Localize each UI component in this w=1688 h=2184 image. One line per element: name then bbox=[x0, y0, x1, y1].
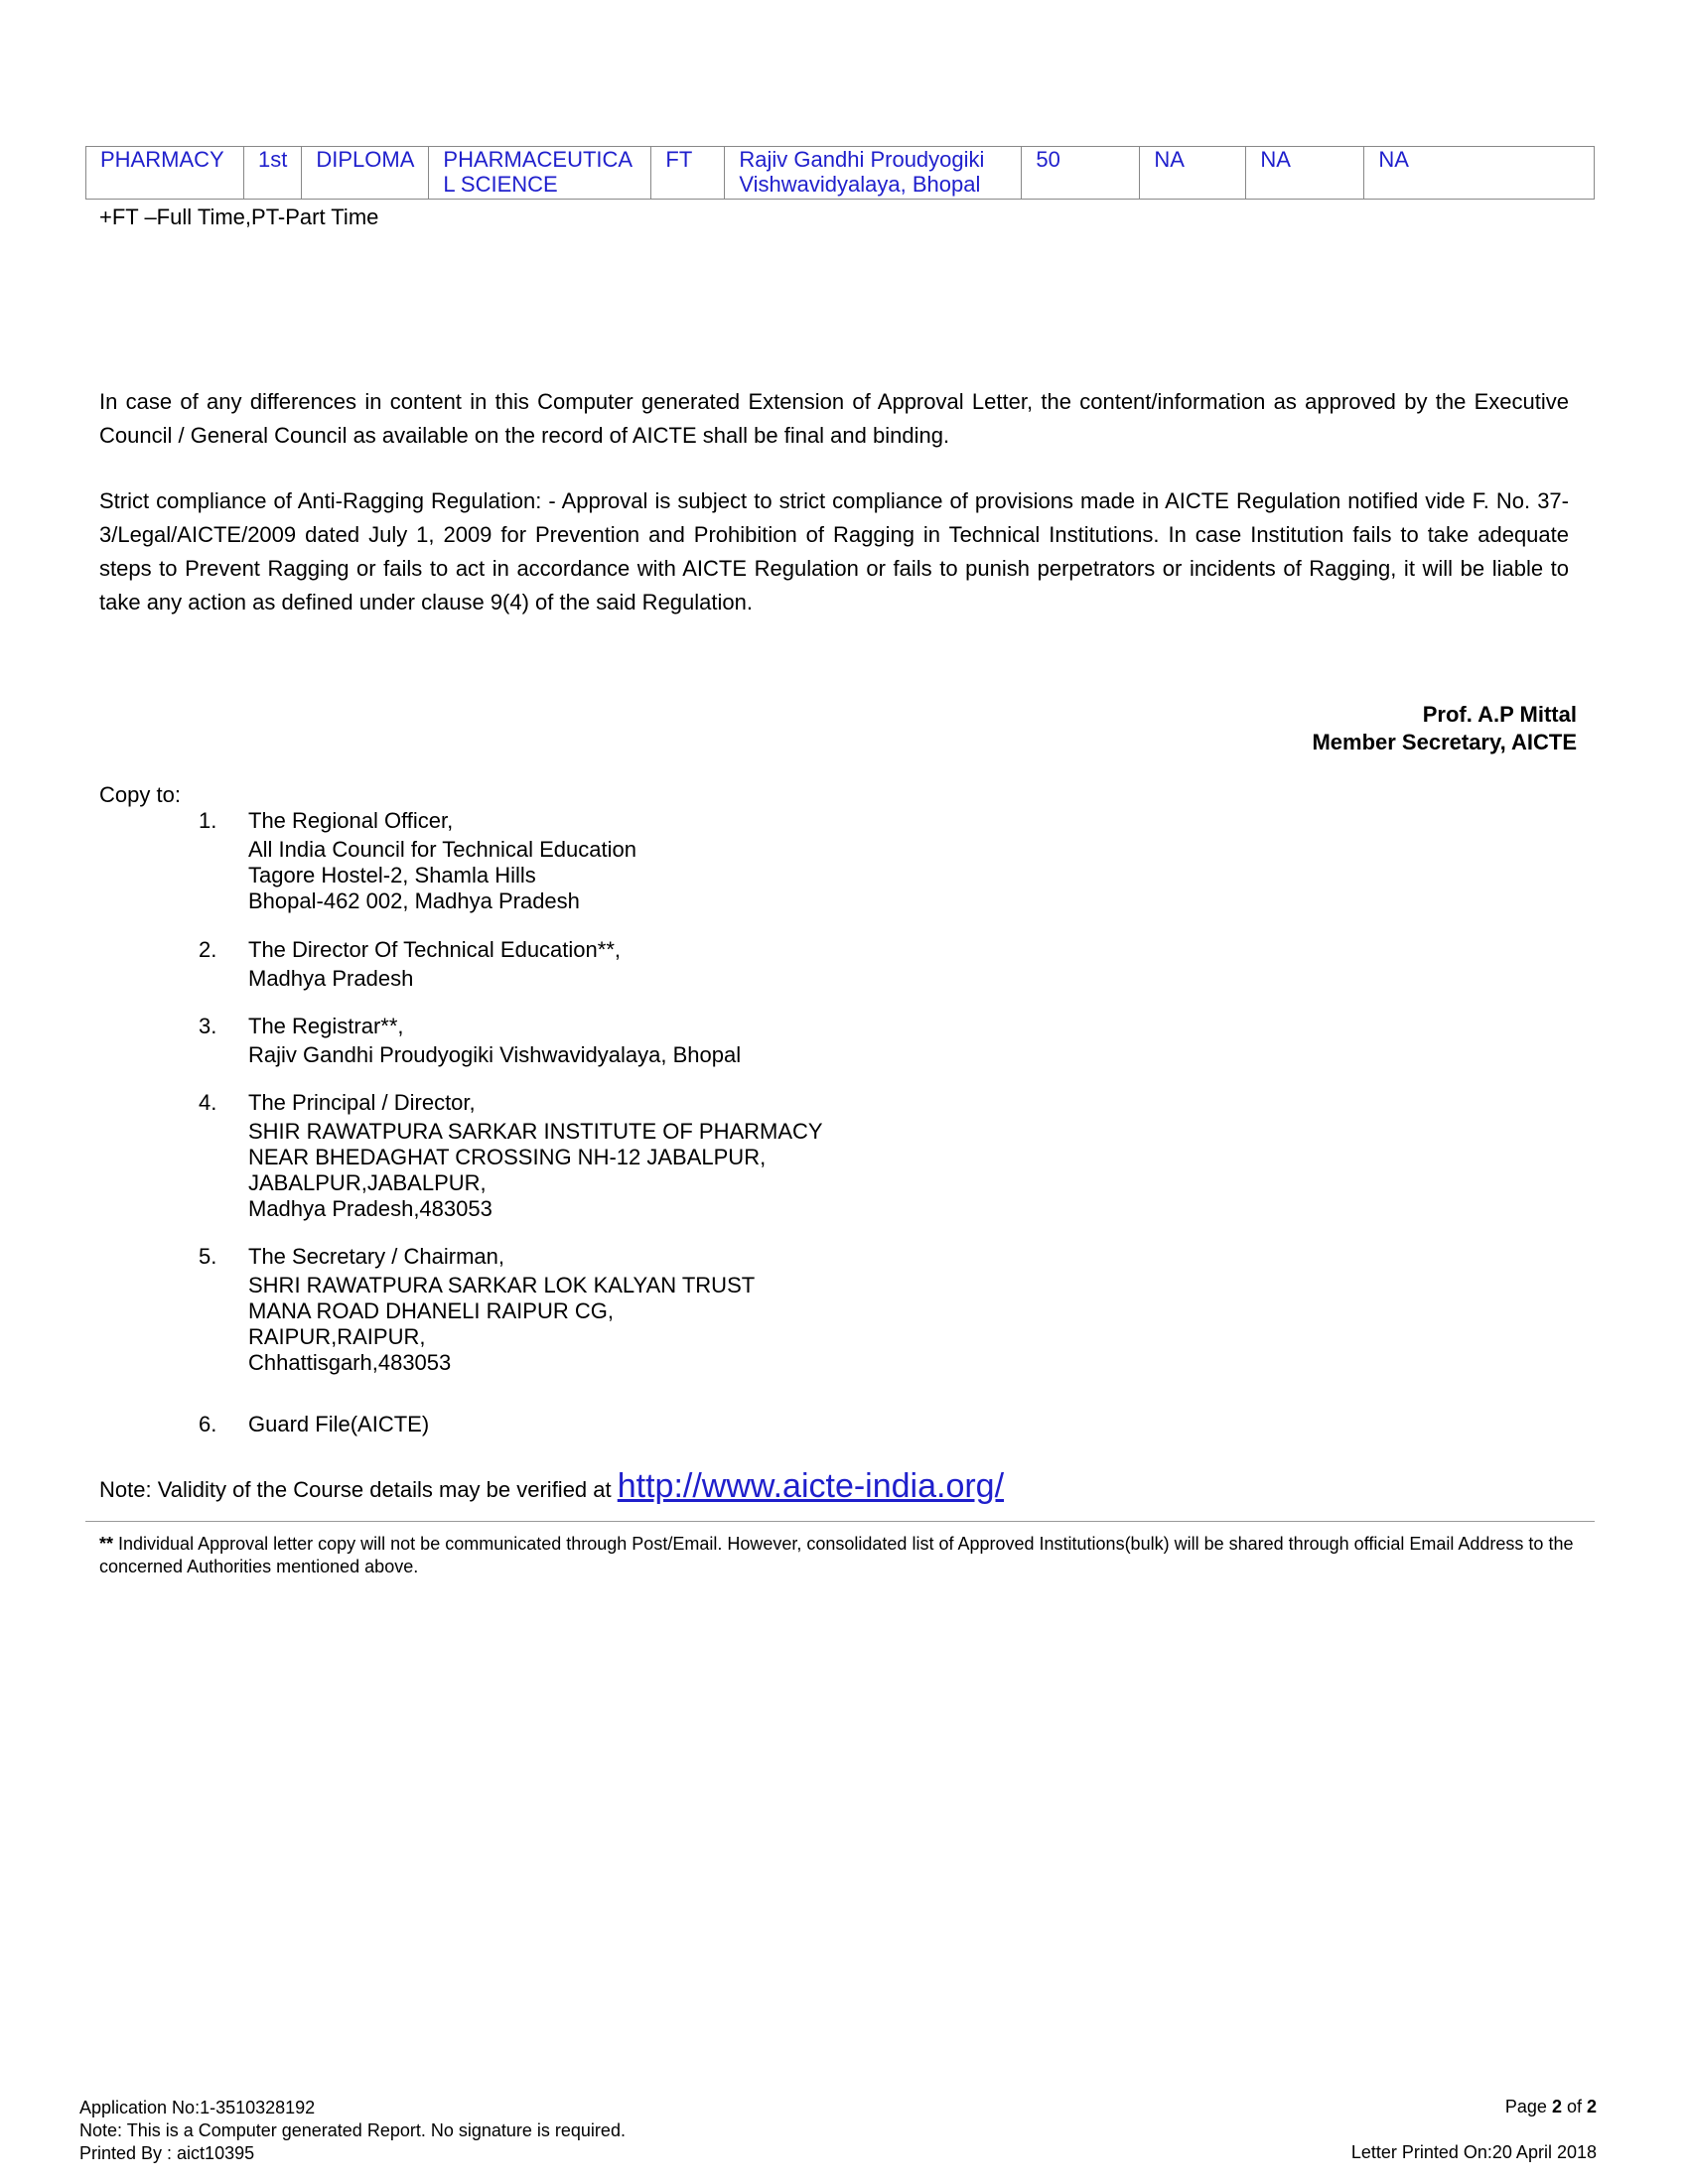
course-line-2: L SCIENCE bbox=[443, 172, 558, 197]
validity-note bbox=[99, 1467, 1004, 1506]
address-line: NEAR BHEDAGHAT CROSSING NH-12 JABALPUR, bbox=[248, 1145, 767, 1169]
page-number bbox=[1505, 2097, 1597, 2117]
page-total: 2 bbox=[1586, 2097, 1597, 2116]
table-cell-intake: 50 bbox=[1022, 147, 1140, 200]
footnote-text: Individual Approval letter copy will not be communicated through Post/Email. However, consolidated list of Approved Institutions(bulk) will be shared through official Email Address to the concerned Authorities mentioned above. bbox=[99, 1534, 1574, 1576]
address-line: Madhya Pradesh bbox=[248, 966, 414, 991]
footer-note: Note: This is a Computer generated Report. No signature is required. bbox=[79, 2120, 626, 2140]
address-line: The Director Of Technical Education**, bbox=[248, 937, 621, 962]
address-line: Guard File(AICTE) bbox=[248, 1412, 430, 1436]
copy-item-address bbox=[248, 937, 621, 992]
page-prefix: Page bbox=[1504, 2097, 1552, 2116]
footnote bbox=[99, 1533, 1589, 1578]
copy-item-number: 3. bbox=[199, 1014, 217, 1038]
page-mid: of bbox=[1561, 2097, 1587, 2116]
footnote-marker: ** bbox=[99, 1534, 114, 1554]
signatory-title: Member Secretary, AICTE bbox=[1312, 730, 1577, 754]
anti-ragging-paragraph: Strict compliance of Anti-Ragging Regulation: - Approval is subject to strict compliance of provisions made in AICTE Regulation notified vide F. No. 37-3/Legal/AICTE/2009 dated July 1, 2009 for Prevention and Prohibition of Ragging in Technical Institutions. In case Institution fails to take adequate steps to Prevent Ragging or fails to act in accordance with AICTE Regulation or fails to punish perpetrators or incidents of Ragging, it will be liable to take any action as defined under clause 9(4) of the said Regulation. bbox=[99, 488, 1569, 614]
copy-item-number: 6. bbox=[199, 1412, 217, 1436]
copy-to-label: Copy to: bbox=[99, 782, 181, 807]
affiliation-line-1: Rajiv Gandhi Proudyogiki bbox=[739, 147, 985, 172]
copy-item-address bbox=[248, 1412, 429, 1437]
copy-item-address bbox=[248, 1244, 755, 1376]
printed-by: Printed By : aict10395 bbox=[79, 2143, 255, 2163]
address-line: SHRI RAWATPURA SARKAR LOK KALYAN TRUST bbox=[248, 1273, 756, 1297]
table-cell-na-3: NA bbox=[1364, 147, 1595, 200]
footer-left bbox=[79, 2097, 626, 2165]
copy-item-number: 1. bbox=[199, 808, 217, 833]
course-table bbox=[85, 146, 1595, 200]
address-line: All India Council for Technical Education bbox=[248, 837, 636, 862]
copy-item-number: 5. bbox=[199, 1244, 217, 1269]
signatory-name: Prof. A.P Mittal bbox=[1422, 702, 1577, 727]
affiliation-line-2: Vishwavidyalaya, Bhopal bbox=[739, 172, 981, 197]
copy-item-number: 2. bbox=[199, 937, 217, 962]
address-line: The Principal / Director, bbox=[248, 1090, 476, 1115]
table-legend: +FT –Full Time,PT-Part Time bbox=[99, 205, 379, 229]
table-cell-na-2: NA bbox=[1246, 147, 1364, 200]
copy-item-number: 4. bbox=[199, 1090, 217, 1115]
content-disclaimer-paragraph: In case of any differences in content in this Computer generated Extension of Approval Letter, the content/information as approved by the Executive Council / General Council as available on the record of AICTE shall be final and binding. bbox=[99, 389, 1569, 448]
address-line: Tagore Hostel-2, Shamla Hills bbox=[248, 863, 536, 887]
table-cell-program: PHARMACY bbox=[86, 147, 244, 200]
address-line: MANA ROAD DHANELI RAIPUR CG, bbox=[248, 1298, 614, 1323]
table-row bbox=[86, 147, 1595, 200]
copy-item-address bbox=[248, 808, 636, 914]
address-line: The Registrar**, bbox=[248, 1014, 404, 1038]
course-line-1: PHARMACEUTICA bbox=[443, 147, 633, 172]
table-cell-level: DIPLOMA bbox=[302, 147, 429, 200]
table-cell-mode: FT bbox=[651, 147, 725, 200]
table-cell-shift: 1st bbox=[244, 147, 302, 200]
address-line: Bhopal-462 002, Madhya Pradesh bbox=[248, 888, 580, 913]
validity-note-text: Note: Validity of the Course details may be verified at bbox=[99, 1477, 618, 1502]
copy-item-address bbox=[248, 1014, 741, 1068]
address-line: Madhya Pradesh,483053 bbox=[248, 1196, 492, 1221]
printed-on-date: Letter Printed On:20 April 2018 bbox=[1350, 2142, 1597, 2162]
address-line: Rajiv Gandhi Proudyogiki Vishwavidyalaya, Bhopal bbox=[248, 1042, 742, 1067]
address-line: RAIPUR,RAIPUR, bbox=[248, 1324, 426, 1349]
aicte-website-link[interactable]: http://www.aicte-india.org/ bbox=[617, 1467, 1005, 1505]
address-line: The Regional Officer, bbox=[248, 808, 454, 833]
application-number: Application No:1-3510328192 bbox=[79, 2098, 316, 2117]
copy-item-address bbox=[248, 1090, 823, 1222]
address-line: SHIR RAWATPURA SARKAR INSTITUTE OF PHARMACY bbox=[248, 1119, 823, 1144]
table-cell-na-1: NA bbox=[1140, 147, 1246, 200]
address-line: The Secretary / Chairman, bbox=[248, 1244, 504, 1269]
divider bbox=[85, 1521, 1595, 1522]
signatory-block bbox=[1312, 701, 1577, 756]
address-line: JABALPUR,JABALPUR, bbox=[248, 1170, 487, 1195]
table-cell-affiliation bbox=[725, 147, 1022, 200]
page-current: 2 bbox=[1551, 2097, 1562, 2116]
table-cell-course bbox=[429, 147, 651, 200]
address-line: Chhattisgarh,483053 bbox=[248, 1350, 452, 1375]
